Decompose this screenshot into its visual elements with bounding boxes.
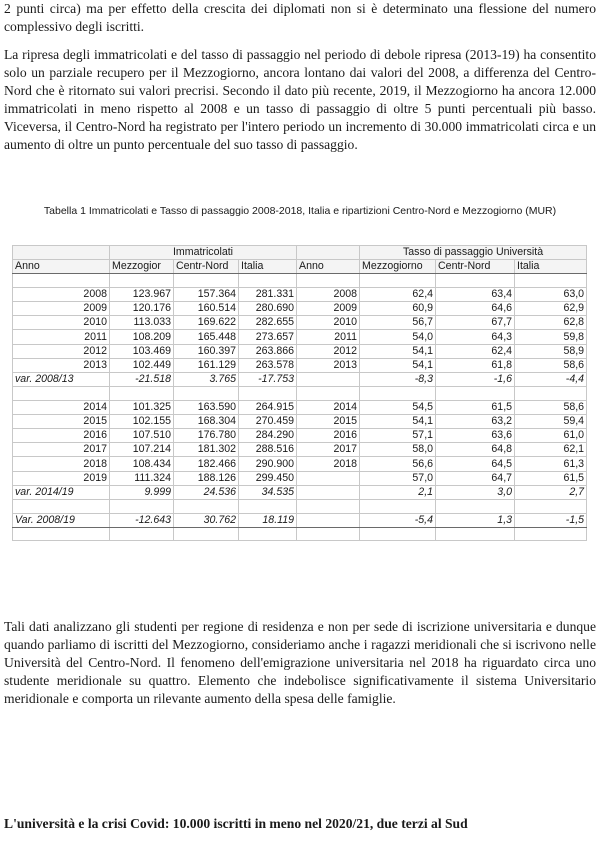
table-cell: 290.900 <box>239 457 297 471</box>
table-cell: 2016 <box>297 429 360 443</box>
table-row <box>13 457 587 471</box>
table-spacer-row <box>13 527 587 541</box>
table-cell: 58,6 <box>515 400 587 414</box>
table-cell: 63,2 <box>436 414 515 428</box>
table-cell: 59,8 <box>515 330 587 344</box>
table-cell: 107.510 <box>110 429 174 443</box>
table-cell: 288.516 <box>239 443 297 457</box>
table-cell: 56,7 <box>360 316 436 330</box>
table-cell: 2013 <box>297 358 360 372</box>
column-header: Centr-Nord <box>436 260 515 274</box>
table-cell: 34.535 <box>239 485 297 499</box>
table-cell: 2017 <box>297 443 360 457</box>
table-cell: 2010 <box>297 316 360 330</box>
table-row <box>13 485 587 499</box>
table-cell: 2012 <box>297 344 360 358</box>
row-label-cell: var. 2014/19 <box>13 485 110 499</box>
table-cell <box>297 373 360 387</box>
table-cell: -21.518 <box>110 373 174 387</box>
table-cell: 57,0 <box>360 471 436 485</box>
row-label-cell: 2009 <box>13 302 110 316</box>
table-cell: 61,3 <box>515 457 587 471</box>
table-cell: 188.126 <box>174 471 239 485</box>
table-cell: 62,9 <box>515 302 587 316</box>
table-row <box>13 373 587 387</box>
table-cell: 63,6 <box>436 429 515 443</box>
column-header: Anno <box>13 260 110 274</box>
table-cell: 270.459 <box>239 414 297 428</box>
table-cell: 2014 <box>297 400 360 414</box>
group-header-tasso: Tasso di passaggio Università <box>360 246 587 260</box>
table-cell: 169.622 <box>174 316 239 330</box>
section-heading: L'università e la crisi Covid: 10.000 iscritti in meno nel 2020/21, due terzi al Sud <box>4 816 468 831</box>
table-cell: -17.753 <box>239 373 297 387</box>
table-cell: 160.514 <box>174 302 239 316</box>
table-cell: 1,3 <box>436 513 515 527</box>
table-row <box>13 443 587 457</box>
table-column-header-row <box>13 260 587 274</box>
table-cell: 61,8 <box>436 358 515 372</box>
table-cell: 111.324 <box>110 471 174 485</box>
table-cell: 9.999 <box>110 485 174 499</box>
table-cell: 163.590 <box>174 400 239 414</box>
table-cell: 18.119 <box>239 513 297 527</box>
table-cell: 2011 <box>297 330 360 344</box>
table-cell: 273.657 <box>239 330 297 344</box>
table-cell: 62,1 <box>515 443 587 457</box>
table-cell: 280.690 <box>239 302 297 316</box>
table-cell: 30.762 <box>174 513 239 527</box>
row-label-cell: 2014 <box>13 400 110 414</box>
table-cell: 113.033 <box>110 316 174 330</box>
table-cell: 264.915 <box>239 400 297 414</box>
table-cell: 281.331 <box>239 287 297 301</box>
table-cell: 64,7 <box>436 471 515 485</box>
table-cell <box>297 471 360 485</box>
table-cell: 168.304 <box>174 414 239 428</box>
table-cell: 3,0 <box>436 485 515 499</box>
table-cell: 2,1 <box>360 485 436 499</box>
table-cell: 2009 <box>297 302 360 316</box>
table-cell: 299.450 <box>239 471 297 485</box>
table-cell: 160.397 <box>174 344 239 358</box>
table-row <box>13 330 587 344</box>
table-cell: 63,4 <box>436 287 515 301</box>
table-cell: 67,7 <box>436 316 515 330</box>
data-table <box>12 245 587 541</box>
table-cell: 284.290 <box>239 429 297 443</box>
table-cell: 61,0 <box>515 429 587 443</box>
table-cell: 2018 <box>297 457 360 471</box>
table-cell: 165.448 <box>174 330 239 344</box>
table-cell: 54,0 <box>360 330 436 344</box>
table-cell: 54,5 <box>360 400 436 414</box>
table-group-header-row <box>13 246 587 260</box>
table-cell: 101.325 <box>110 400 174 414</box>
table-cell: 120.176 <box>110 302 174 316</box>
table-cell: 157.364 <box>174 287 239 301</box>
column-header: Italia <box>239 260 297 274</box>
row-label-cell: 2011 <box>13 330 110 344</box>
table-cell: 108.209 <box>110 330 174 344</box>
table-caption: Tabella 1 Immatricolati e Tasso di passaggio 2008-2018, Italia e ripartizioni Centro-Nord e Mezzogiorno (MUR) <box>43 205 557 217</box>
table-spacer-row <box>13 500 587 514</box>
table-cell: 263.578 <box>239 358 297 372</box>
table-cell: 161.129 <box>174 358 239 372</box>
column-header: Anno <box>297 260 360 274</box>
table-cell: 123.967 <box>110 287 174 301</box>
table-row <box>13 302 587 316</box>
row-label-cell: 2017 <box>13 443 110 457</box>
row-label-cell: 2012 <box>13 344 110 358</box>
table-cell: 54,1 <box>360 414 436 428</box>
table-cell: 176.780 <box>174 429 239 443</box>
table-cell <box>297 485 360 499</box>
row-label-cell: 2018 <box>13 457 110 471</box>
row-label-cell: 2016 <box>13 429 110 443</box>
table-cell: 181.302 <box>174 443 239 457</box>
row-label-cell: Var. 2008/19 <box>13 513 110 527</box>
row-label-cell: 2010 <box>13 316 110 330</box>
table-cell: 107.214 <box>110 443 174 457</box>
paragraph-intro: 2 punti circa) ma per effetto della crescita dei diplomati non si è determinato una flessione del numero complessivo degli iscritti. <box>4 1 596 34</box>
paragraph-emigration: Tali dati analizzano gli studenti per regione di residenza e non per sede di iscrizione universitaria e dunque quando parliamo di iscritti del Mezzogiorno, consideriamo anche i ragazzi meridionali che si iscrivono nelle Università del Centro-Nord. Il fenomeno dell'emigrazione universitaria nel 2018 ha riguardato circa uno studente meridionale su quattro. Elemento che indebolisce significativamente il sistema Universitario meridionale e comporta un rilevante aumento della spesa delle famiglie. <box>4 619 596 706</box>
table-cell <box>297 513 360 527</box>
table-cell: 108.434 <box>110 457 174 471</box>
column-header: Centr-Nord <box>174 260 239 274</box>
table-cell: -8,3 <box>360 373 436 387</box>
table-cell: 64,6 <box>436 302 515 316</box>
table-spacer-row <box>13 387 587 401</box>
table-row <box>13 471 587 485</box>
table-cell: 64,5 <box>436 457 515 471</box>
table-cell: 102.449 <box>110 358 174 372</box>
table-cell: 61,5 <box>515 471 587 485</box>
table-row <box>13 400 587 414</box>
table-cell: 2,7 <box>515 485 587 499</box>
table-row <box>13 414 587 428</box>
row-label-cell: 2013 <box>13 358 110 372</box>
table-cell: 2008 <box>297 287 360 301</box>
table-cell: -5,4 <box>360 513 436 527</box>
paragraph-recovery: La ripresa degli immatricolati e del tasso di passaggio nel periodo di debole ripresa (2013-19) ha consentito solo un parziale recupero per il Mezzogiorno, ancora lontano dai valori del 2008, a differenza del Centro-Nord che è ritornato sui valori precrisi. Secondo il dato più recente, 2019, il Mezzogiorno ha ancora 12.000 immatricolati in meno rispetto al 2008 e un tasso di passaggio di oltre 5 punti percentuali più basso. Viceversa, il Centro-Nord ha registrato per l'intero periodo un incremento di 30.000 immatricolati circa e un aumento di oltre un punto percentuale del suo tasso di passaggio. <box>4 47 596 152</box>
row-label-cell: 2008 <box>13 287 110 301</box>
table-body <box>13 274 587 541</box>
table-cell: 62,4 <box>436 344 515 358</box>
table-cell: 56,6 <box>360 457 436 471</box>
table-cell: 3.765 <box>174 373 239 387</box>
table-cell: 57,1 <box>360 429 436 443</box>
table-row <box>13 316 587 330</box>
group-header-immatricolati: Immatricolati <box>110 246 297 260</box>
table-cell: -1,5 <box>515 513 587 527</box>
column-header: Italia <box>515 260 587 274</box>
table-cell: 62,4 <box>360 287 436 301</box>
table-cell: 62,8 <box>515 316 587 330</box>
table-row <box>13 358 587 372</box>
table-cell: 58,6 <box>515 358 587 372</box>
column-header: Mezzogiorno <box>360 260 436 274</box>
table-cell: 24.536 <box>174 485 239 499</box>
table-cell: 60,9 <box>360 302 436 316</box>
table-cell: 64,8 <box>436 443 515 457</box>
table-cell: 263.866 <box>239 344 297 358</box>
row-label-cell: 2015 <box>13 414 110 428</box>
table-row <box>13 287 587 301</box>
table-spacer-row <box>13 274 587 288</box>
table-cell: 103.469 <box>110 344 174 358</box>
table-cell: 54,1 <box>360 358 436 372</box>
table-cell: 63,0 <box>515 287 587 301</box>
table-cell: 59,4 <box>515 414 587 428</box>
table-cell: 64,3 <box>436 330 515 344</box>
table-row <box>13 429 587 443</box>
column-header: Mezzogior <box>110 260 174 274</box>
table-cell: 282.655 <box>239 316 297 330</box>
table-cell: -12.643 <box>110 513 174 527</box>
table-cell: 2015 <box>297 414 360 428</box>
table-cell: -4,4 <box>515 373 587 387</box>
table-cell: 54,1 <box>360 344 436 358</box>
table-cell: 102.155 <box>110 414 174 428</box>
table-row <box>13 344 587 358</box>
table-cell: 58,9 <box>515 344 587 358</box>
table-row <box>13 513 587 527</box>
table-cell: 61,5 <box>436 400 515 414</box>
row-label-cell: var. 2008/13 <box>13 373 110 387</box>
table-cell: -1,6 <box>436 373 515 387</box>
table-cell: 182.466 <box>174 457 239 471</box>
row-label-cell: 2019 <box>13 471 110 485</box>
table-cell: 58,0 <box>360 443 436 457</box>
